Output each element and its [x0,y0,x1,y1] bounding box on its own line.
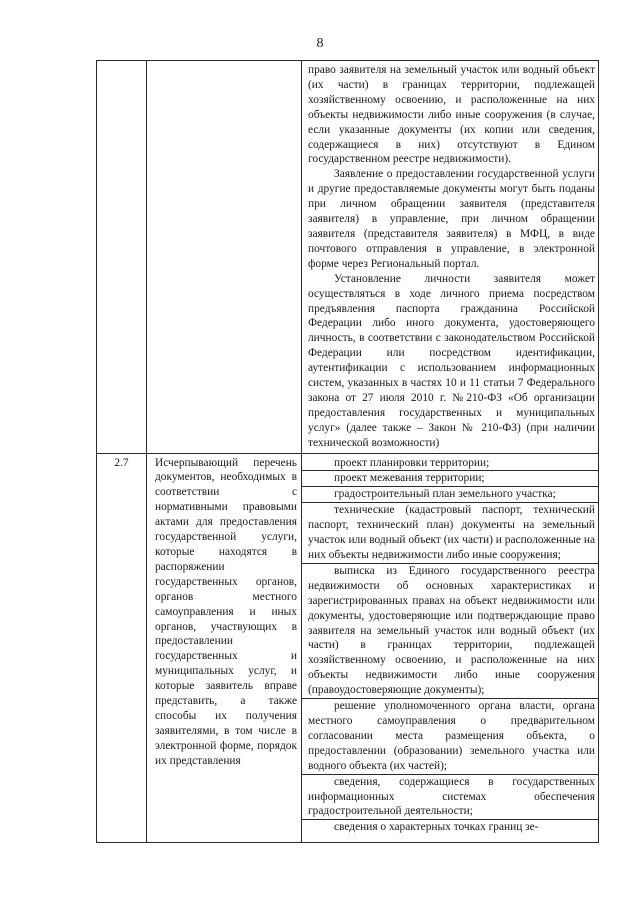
list-item-text: проект межевания территории; [334,472,485,485]
paragraph: Установление личности заявителя может осуществляться в ходе личного приема посредством предъявления паспорта гражданина Российской Федерации либо иного документа, удостоверяющего личность, в соответствии с законодательством Российской Федерации или посредством идентификации, аутентификации с использованием информационных систем, указанных в частях 10 и 11 статьи 7 Федерального закона от 27 июля 2010 г. №210-ФЗ «Об организации предоставления государственных и муниципальных услуг» (далее также – Закон № 210-ФЗ) (при наличии технической возможности) [308,272,595,449]
list-item-text: сведения о характерных точках границ зе- [334,821,539,834]
table-row [97,453,599,842]
page-number: 8 [316,36,324,51]
row-number: 2.7 [97,453,147,842]
document-list-cell [302,453,599,842]
list-item-text: градостроительный план земельного участка; [334,488,556,501]
requirements-table [96,60,599,843]
list-item [302,470,598,486]
list-item [302,486,598,502]
description-cell [147,61,302,454]
table-row [97,61,599,454]
list-item-text: проект планировки территории; [334,456,490,469]
list-item [302,502,598,563]
list-item [302,456,598,471]
list-item-text: решение уполномоченного органа власти, органа местного самоуправления о предварительном согласовании места размещения объекта, о предоставлении (образовании) земельного участка или водного объекта (их частей); [308,700,595,772]
row-description: Исчерпывающий перечень документов, необходимых в соответствии с нормативными правовыми актами для предоставления государственной услуги, которые находятся в распоряжении государственных органов, органов местного самоуправления и иных органов, участвующих в предоставлении государственных и муниципальных услуг, и которые заявитель вправе представить, а также способы их получения заявителями, в том числе в электронной форме, порядок их представления [147,453,302,842]
content-cell [302,61,599,454]
list-item-text: выписка из Единого государственного реестра недвижимости об основных характеристиках и зарегистрированных правах на объект недвижимости или документы, удостоверяющие или подтверждающие право заявителя на земельный участок или водный объект (их части) в границах территории, подлежащей хозяйственному освоению, и расположенные на них объекты недвижимости либо иные сооружения (правоудостоверяющие документы); [308,564,595,697]
paragraph: право заявителя на земельный участок или водный объект (их части) в границах территории, подлежащей хозяйственному освоению, и расположенные на них объекты недвижимости либо иные сооружения (в случае, если указанные документы (их копии или сведения, содержащиеся в них) отсутствуют в Едином государственном реестре недвижимости). [308,64,595,166]
number-cell [97,61,147,454]
list-item [302,819,598,835]
list-item [302,698,598,774]
list-item [302,774,598,820]
paragraph: Заявление о предоставлении государственной услуги и другие предоставляемые документы могут быть поданы при личном обращении заявителя (представителя заявителя) в управление, при личном обращении заявителя (представителя заявителя) в МФЦ, в виде почтового отправления в управление, в электронной форме через Региональный портал. [308,168,595,270]
list-item-text: сведения, содержащиеся в государственных информационных системах обеспечения градостроительной деятельности; [308,775,595,818]
list-item-text: технические (кадастровый паспорт, технический паспорт, технический план) документы на земельный участок или водный объект (их части) и расположенные на них объекты недвижимости либо иные сооружения; [308,504,595,561]
list-item [302,563,598,698]
